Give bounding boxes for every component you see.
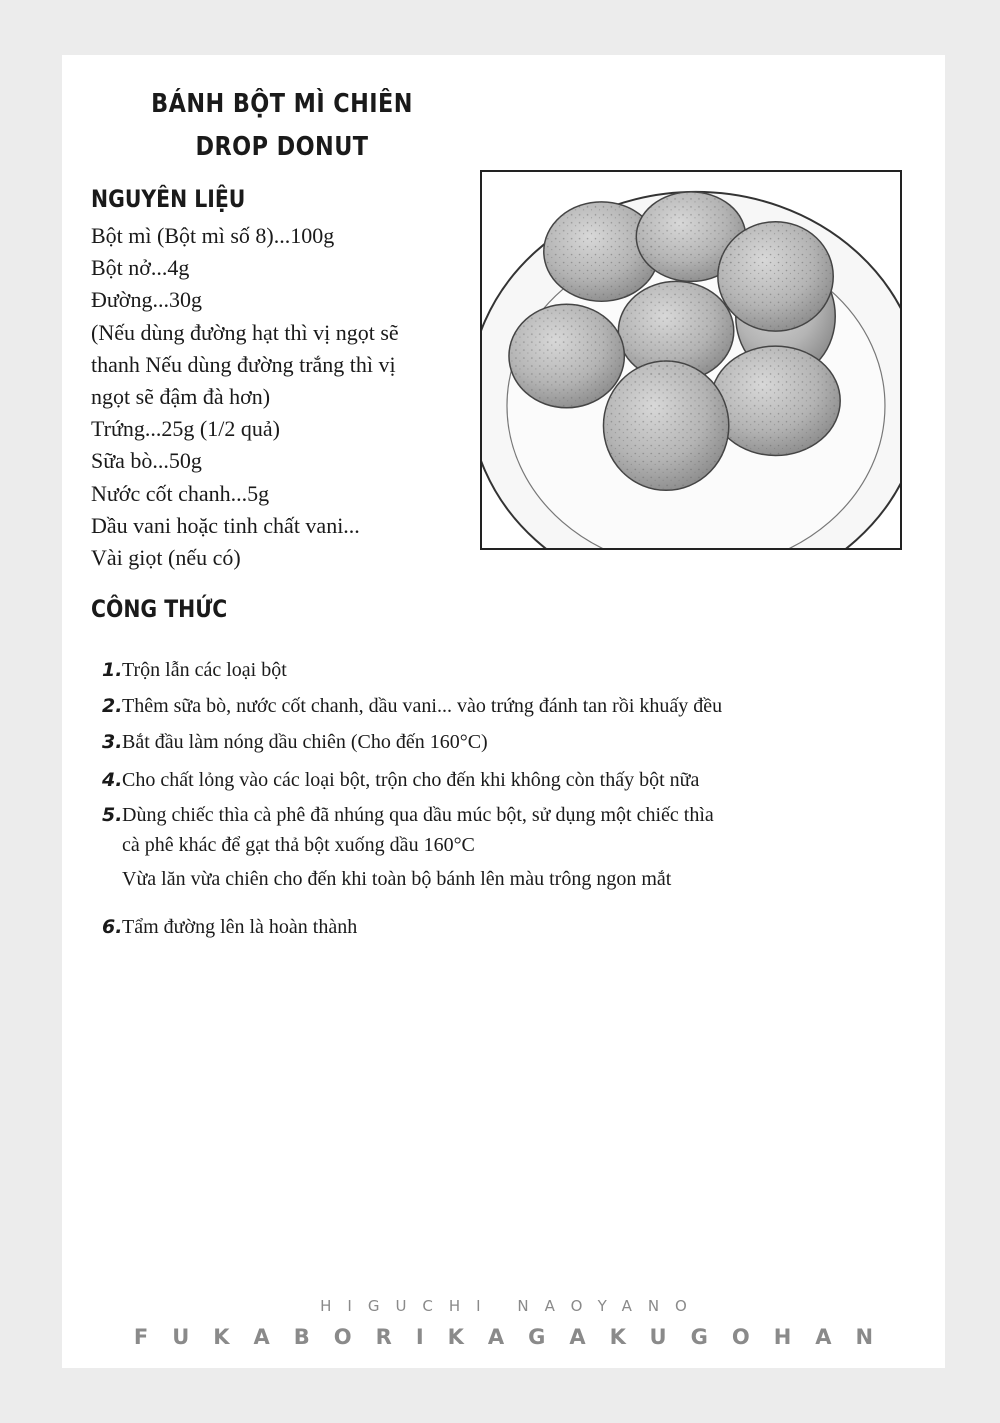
ingredient-line: Sữa bò...50g — [91, 448, 202, 474]
step-text: Thêm sữa bò, nước cốt chanh, dầu vani... vào trứng đánh tan rồi khuấy đều — [122, 695, 723, 717]
method-heading: CÔNG THỨC — [91, 595, 228, 623]
step-number: 5. — [102, 804, 123, 826]
ingredient-line: (Nếu dùng đường hạt thì vị ngọt sẽ — [91, 319, 399, 345]
ingredient-line: Dầu vani hoặc tinh chất vani... — [91, 512, 360, 538]
ingredients-list — [91, 220, 471, 574]
recipe-page — [62, 55, 945, 1368]
method-step — [102, 655, 902, 685]
recipe-title — [144, 83, 419, 169]
ingredient-line: Bột nở...4g — [91, 255, 190, 281]
ingredient-line: Nước cốt chanh...5g — [91, 480, 270, 506]
method-step — [102, 765, 902, 795]
ingredient-line: Đường...30g — [91, 287, 202, 313]
step-number: 2. — [102, 695, 123, 717]
recipe-title-line2: DROP DONUT — [195, 132, 369, 162]
step-text: Bắt đầu làm nóng dầu chiên (Cho đến 160°C) — [122, 731, 488, 753]
donut-plate-drawing — [482, 172, 900, 548]
ingredient-line: Trứng...25g (1/2 quả) — [91, 416, 280, 442]
step-number: 1. — [102, 659, 123, 681]
method-step — [102, 800, 902, 894]
step-text: Vừa lăn vừa chiên cho đến khi toàn bộ bánh lên màu trông ngon mắt — [122, 868, 672, 890]
donut-illustration — [480, 170, 902, 550]
ingredients-heading: NGUYÊN LIỆU — [91, 185, 246, 213]
ingredient-line: Bột mì (Bột mì số 8)...100g — [91, 223, 335, 248]
step-text: Tẩm đường lên là hoàn thành — [122, 916, 358, 938]
step-number: 4. — [102, 769, 123, 791]
step-number: 6. — [102, 916, 123, 938]
footer-series-title: FUKABORIKAGAKUGOHAN — [133, 1325, 898, 1349]
ingredient-line: ngọt sẽ đậm đà hơn) — [91, 384, 271, 410]
footer-author: HIGUCHI NAOYANO — [320, 1297, 703, 1315]
ingredient-line: Vài giọt (nếu có) — [91, 545, 241, 571]
step-text: Dùng chiếc thìa cà phê đã nhúng qua dầu múc bột, sử dụng một chiếc thìa — [122, 804, 714, 826]
method-steps — [102, 655, 902, 942]
step-number: 3. — [102, 731, 123, 753]
method-step — [102, 691, 902, 721]
recipe-title-line1: BÁNH BỘT MÌ CHIÊN — [151, 89, 413, 119]
ingredient-line: thanh Nếu dùng đường trắng thì vị — [91, 351, 396, 377]
step-text: cà phê khác để gạt thả bột xuống dầu 160°C — [122, 834, 475, 856]
method-step — [102, 912, 902, 942]
step-text: Cho chất lỏng vào các loại bột, trộn cho đến khi không còn thấy bột nữa — [122, 769, 700, 791]
step-text: Trộn lẫn các loại bột — [122, 659, 287, 681]
method-step — [102, 727, 902, 757]
